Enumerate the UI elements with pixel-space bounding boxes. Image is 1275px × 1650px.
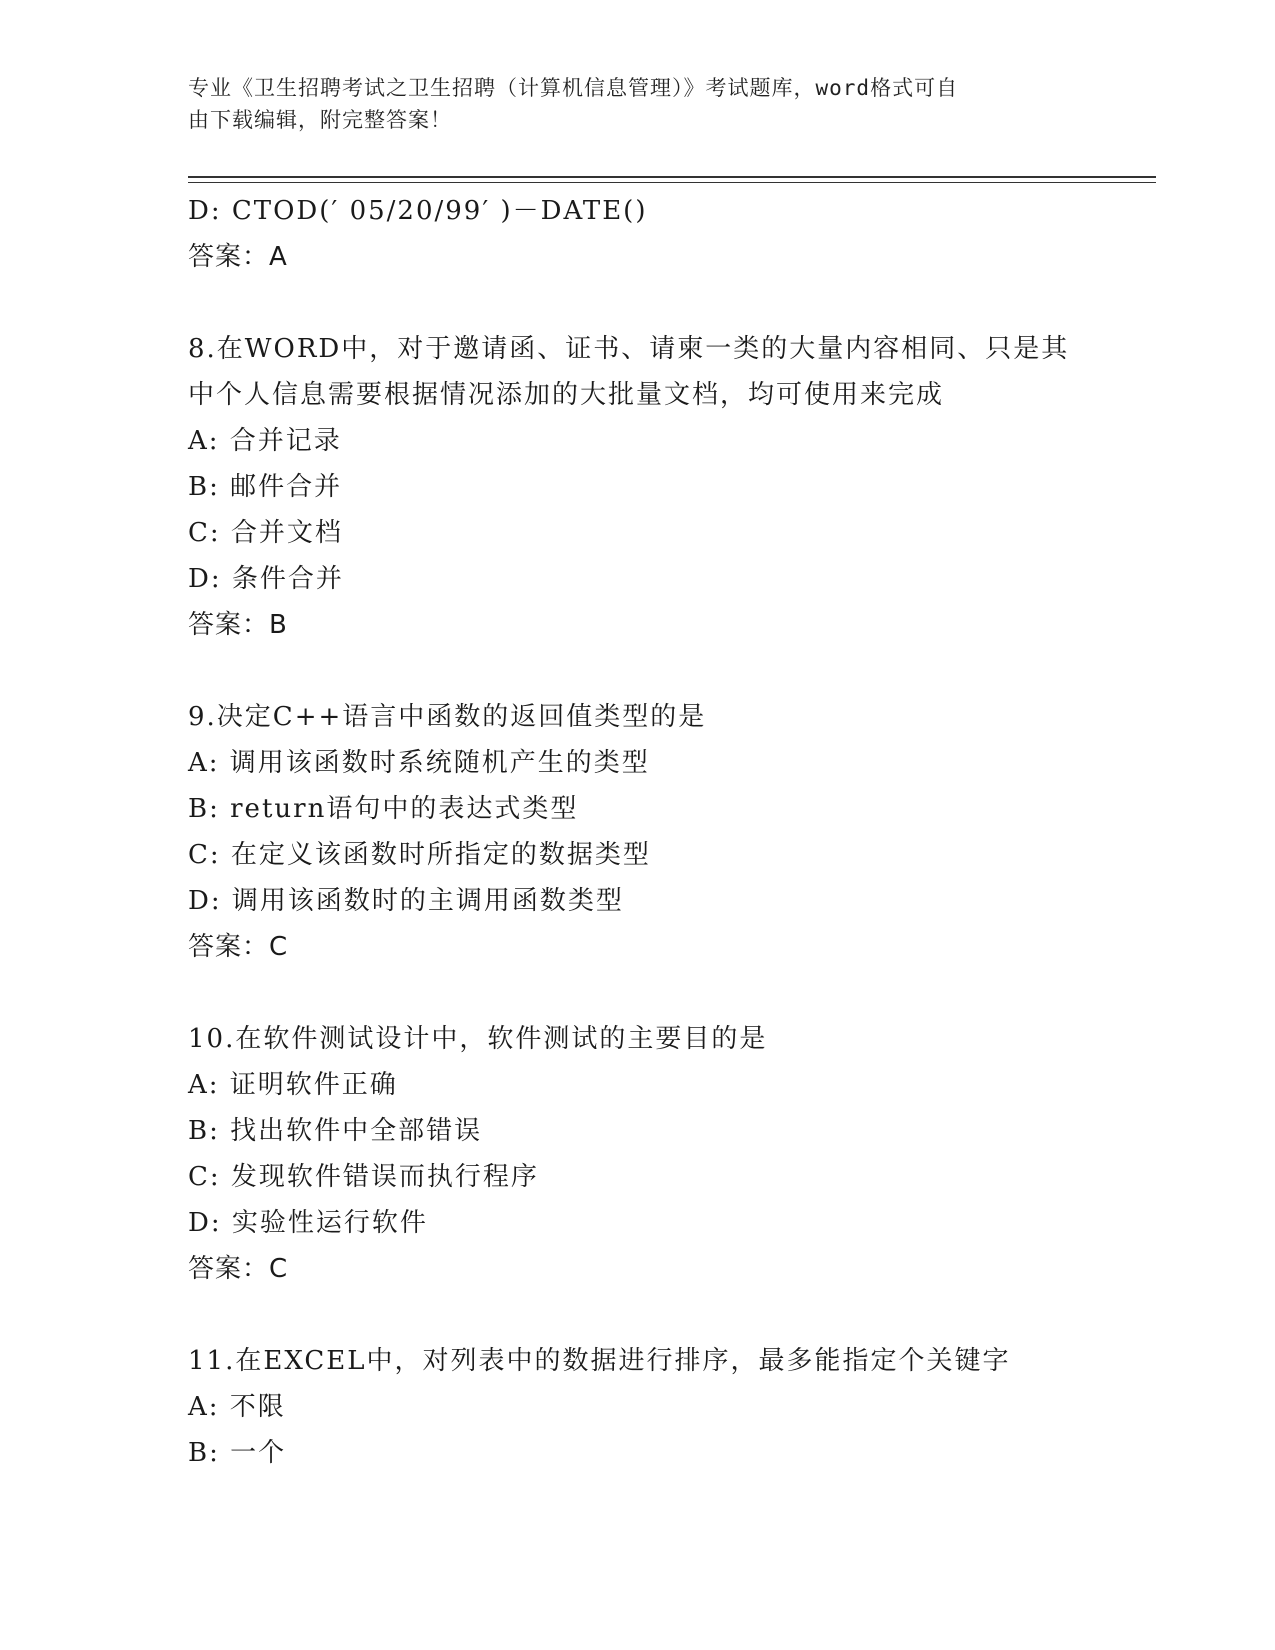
spacer [188, 280, 1088, 326]
answer-line: 答案：C [188, 1254, 289, 1284]
option-d: D: CTOD(′ 05/20/99′ )－DATE() [188, 196, 648, 226]
header-divider-thick [188, 176, 1156, 178]
question-list [188, 188, 1088, 1476]
option-c: C: 发现软件错误而执行程序 [188, 1162, 539, 1192]
header-line-1: 专业《卫生招聘考试之卫生招聘（计算机信息管理）》考试题库，word格式可自 [188, 76, 959, 100]
option-a: A: 调用该函数时系统随机产生的类型 [188, 748, 650, 778]
option-c: C: 合并文档 [188, 518, 343, 548]
question-8 [188, 326, 1088, 648]
question-stem: 10.在软件测试设计中，软件测试的主要目的是 [188, 1024, 768, 1054]
spacer [188, 1292, 1088, 1338]
option-a: A: 合并记录 [188, 426, 342, 456]
question-stem: 11.在EXCEL中，对列表中的数据进行排序，最多能指定个关键字 [188, 1346, 1011, 1376]
question-stem: 8.在WORD中，对于邀请函、证书、请柬一类的大量内容相同、只是其 [188, 334, 1070, 364]
option-d: D: 实验性运行软件 [188, 1208, 428, 1238]
option-b: B: 一个 [188, 1438, 287, 1468]
option-b: B: 邮件合并 [188, 472, 343, 502]
option-a: A: 不限 [188, 1392, 286, 1422]
spacer [188, 970, 1088, 1016]
spacer [188, 648, 1088, 694]
answer-line: 答案：C [188, 932, 289, 962]
question-9 [188, 694, 1088, 970]
question-7-tail [188, 188, 1088, 280]
option-c: C: 在定义该函数时所指定的数据类型 [188, 840, 651, 870]
option-b: B: return语句中的表达式类型 [188, 794, 579, 824]
option-d: D: 条件合并 [188, 564, 344, 594]
header-divider-thin [188, 182, 1156, 183]
question-stem-continued: 中个人信息需要根据情况添加的大批量文档，均可使用来完成 [188, 380, 945, 410]
question-11 [188, 1338, 1088, 1476]
header-line-2: 由下载编辑，附完整答案！ [188, 108, 452, 132]
answer-line: 答案：B [188, 610, 288, 640]
document-header [188, 72, 1068, 136]
option-a: A: 证明软件正确 [188, 1070, 398, 1100]
option-d: D: 调用该函数时的主调用函数类型 [188, 886, 624, 916]
option-b: B: 找出软件中全部错误 [188, 1116, 483, 1146]
question-10 [188, 1016, 1088, 1292]
answer-line: 答案：A [188, 242, 288, 272]
question-stem: 9.决定C++语言中函数的返回值类型的是 [188, 702, 707, 732]
